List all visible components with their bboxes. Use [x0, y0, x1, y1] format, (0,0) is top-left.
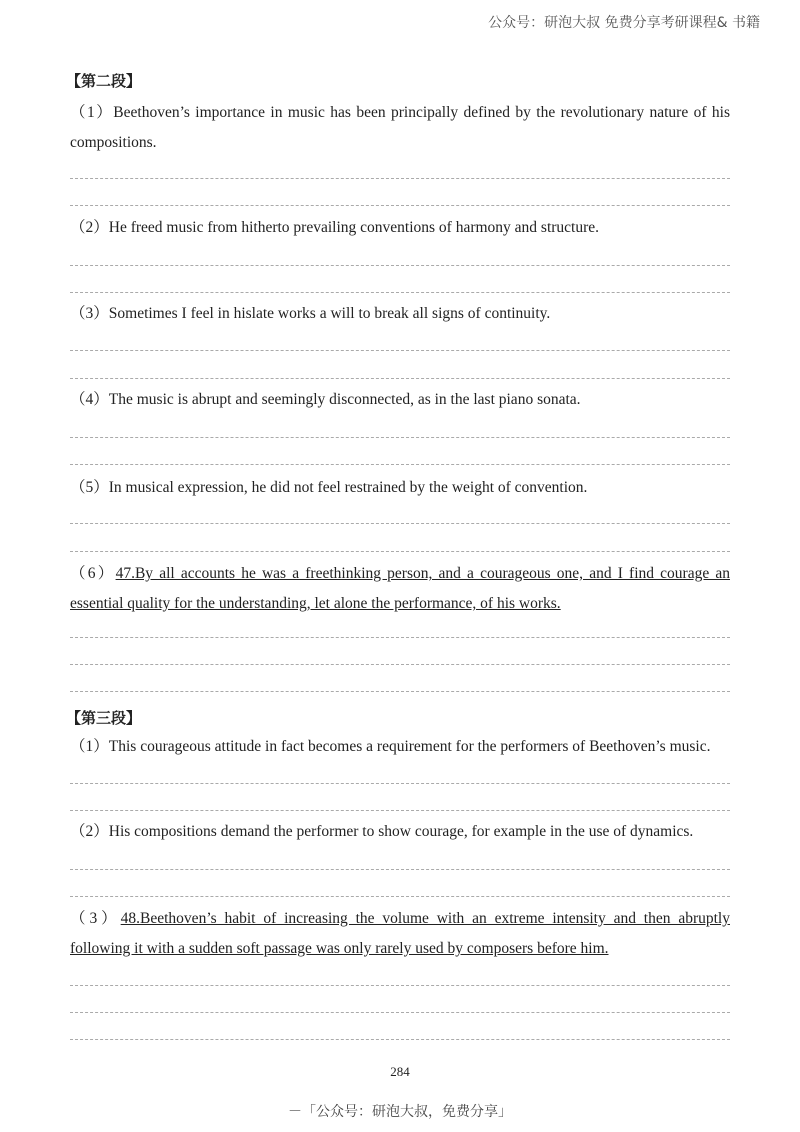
- answer-line: [70, 1012, 730, 1013]
- answer-line: [70, 985, 730, 986]
- answer-line: [70, 551, 730, 552]
- page-footer: －「公众号：研泡大叔，免费分享」: [288, 1104, 512, 1120]
- answer-line: [70, 437, 730, 438]
- answer-line: [70, 691, 730, 692]
- answer-line: [70, 1039, 730, 1040]
- section-title-3: 【第三段】: [66, 709, 142, 727]
- answer-line: [70, 869, 730, 870]
- page-number: 284: [390, 1064, 410, 1079]
- sentence: （4）The music is abrupt and seemingly disconnected, as in the last piano sonata.: [70, 391, 581, 408]
- answer-line: [70, 783, 730, 784]
- answer-line: [70, 810, 730, 811]
- answer-line: [70, 292, 730, 293]
- answer-line: [70, 205, 730, 206]
- sentence: （2）He freed music from hitherto prevailing conventions of harmony and structure.: [70, 219, 600, 236]
- sentence-translation-48: （3）48.Beethoven’s habit of increasing the volume with an extreme intensity and then abruptly following it with a sudden soft passage was only rarely used by composers before him.: [70, 910, 730, 957]
- sentence: （1）Beethoven’s importance in music has been principally defined by the revolutionary nature of his compositions.: [70, 104, 730, 151]
- answer-line: [70, 350, 730, 351]
- section-title-2: 【第二段】: [66, 72, 142, 90]
- sentence: （2）His compositions demand the performer to show courage, for example in the use of dynamics.: [70, 823, 694, 840]
- sentence: （3）Sometimes I feel in hislate works a will to break all signs of continuity.: [70, 305, 551, 322]
- answer-line: [70, 378, 730, 379]
- answer-line: [70, 464, 730, 465]
- answer-line: [70, 664, 730, 665]
- sentence-translation-47: （6）47.By all accounts he was a freethinking person, and a courageous one, and I find courage an essential quality for the understanding, let alone the performance, of his works.: [70, 565, 730, 612]
- answer-line: [70, 178, 730, 179]
- answer-line: [70, 896, 730, 897]
- answer-line: [70, 637, 730, 638]
- page-header: 公众号：研泡大叔 免费分享考研课程& 书籍: [488, 15, 760, 31]
- answer-line: [70, 523, 730, 524]
- sentence: （1）This courageous attitude in fact becomes a requirement for the performers of Beethoven’s music.: [70, 738, 711, 755]
- answer-line: [70, 265, 730, 266]
- sentence: （5）In musical expression, he did not feel restrained by the weight of convention.: [70, 479, 588, 496]
